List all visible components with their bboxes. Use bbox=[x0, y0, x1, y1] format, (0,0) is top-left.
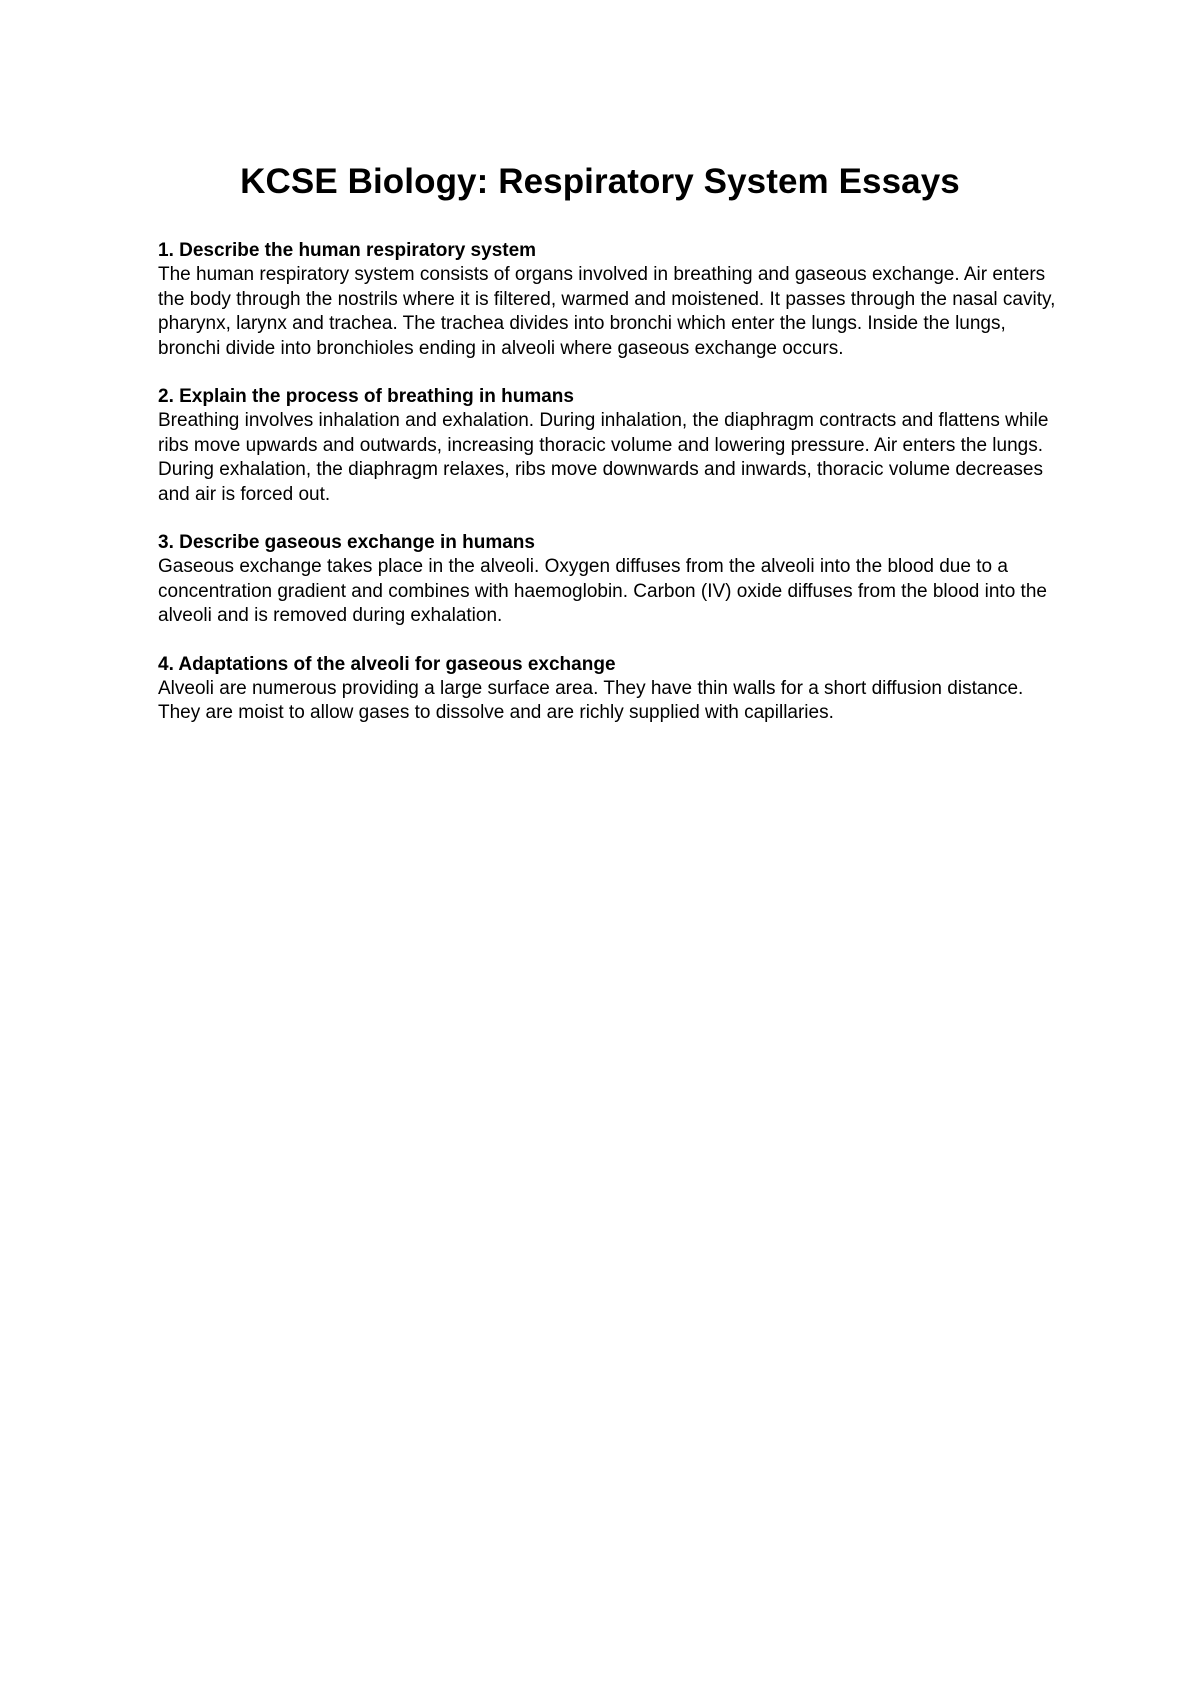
essay-section bbox=[158, 239, 1058, 361]
document-title: KCSE Biology: Respiratory System Essays bbox=[240, 162, 960, 201]
section-body: Breathing involves inhalation and exhalation. During inhalation, the diaphragm contracts and flattens while ribs move upwards and outwards, increasing thoracic volume and lowering pressure. Air enters the lungs. During exhalation, the diaphragm relaxes, ribs move downwards and inwards, thoracic volume decreases and air is forced out. bbox=[158, 410, 1049, 505]
essay-section bbox=[158, 531, 1058, 629]
section-heading: 1. Describe the human respiratory system bbox=[158, 240, 537, 261]
essay-section bbox=[158, 653, 1058, 726]
document-content bbox=[158, 239, 1058, 750]
essay-section bbox=[158, 385, 1058, 507]
section-body: Alveoli are numerous providing a large surface area. They have thin walls for a short diffusion distance. They are moist to allow gases to dissolve and are richly supplied with capillaries. bbox=[158, 677, 1024, 723]
section-heading: 3. Describe gaseous exchange in humans bbox=[158, 532, 535, 553]
section-heading: 2. Explain the process of breathing in humans bbox=[158, 386, 574, 407]
section-body: Gaseous exchange takes place in the alveoli. Oxygen diffuses from the alveoli into the blood due to a concentration gradient and combines with haemoglobin. Carbon (IV) oxide diffuses from the blood into the alveoli and is removed during exhalation. bbox=[158, 556, 1047, 626]
section-body: The human respiratory system consists of organs involved in breathing and gaseous exchange. Air enters the body through the nostrils where it is filtered, warmed and moistened. It passes through the nasal cavity, pharynx, larynx and trachea. The trachea divides into bronchi which enter the lungs. Inside the lungs, bronchi divide into bronchioles ending in alveoli where gaseous exchange occurs. bbox=[158, 264, 1056, 359]
section-heading: 4. Adaptations of the alveoli for gaseous exchange bbox=[158, 653, 616, 675]
